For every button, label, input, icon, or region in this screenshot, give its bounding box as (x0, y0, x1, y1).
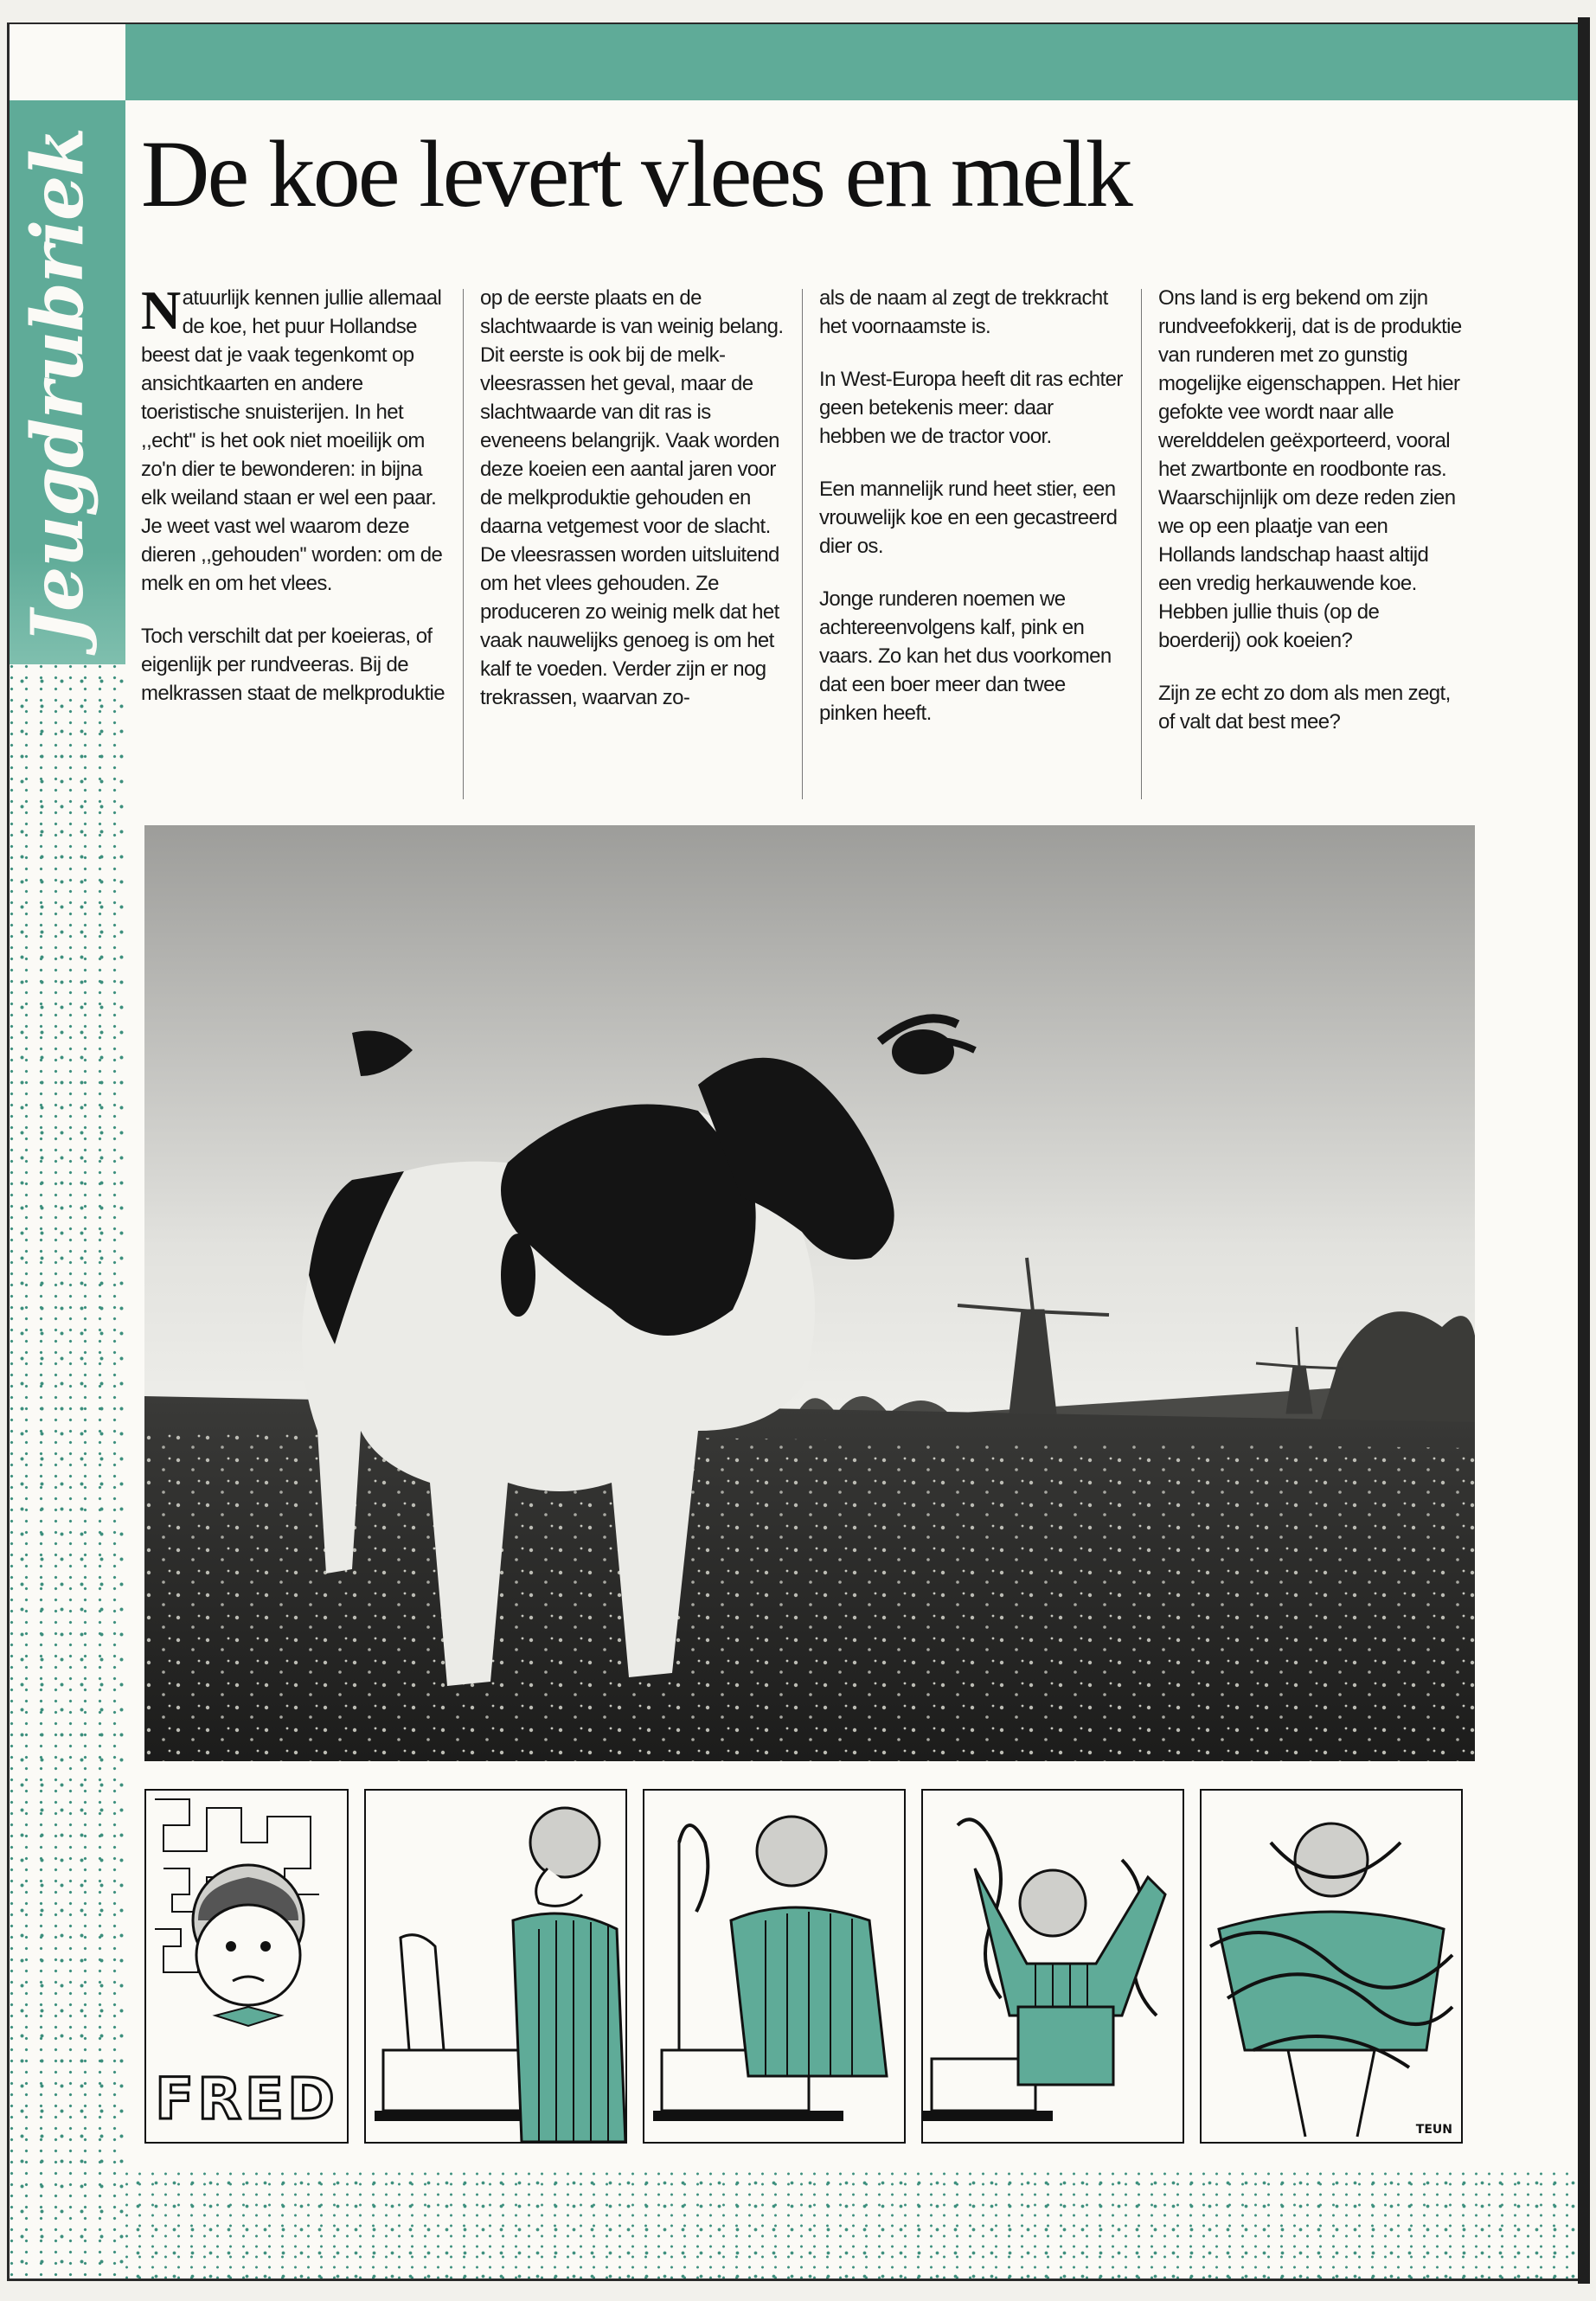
comic-panel-3 (643, 1789, 906, 2144)
column-divider (802, 289, 803, 799)
paragraph: Zijn ze echt zo dom als men zegt, of valt dat best mee? (1158, 682, 1451, 734)
article-column-3 (819, 284, 1124, 810)
headline: De koe levert vlees en melk (141, 121, 1131, 227)
article-body (141, 279, 1473, 810)
comic-strip (144, 1789, 1471, 2145)
article-column-1 (141, 279, 445, 810)
comic-panel-2 (364, 1789, 627, 2144)
comic-title-sign: FRED (155, 2066, 338, 2132)
section-label: Jeugdrubriek (16, 128, 99, 644)
stipple-margin-left (10, 664, 125, 2279)
comic-title-panel (144, 1789, 349, 2144)
page-edge-shadow (1578, 17, 1590, 2284)
magazine-page (7, 22, 1580, 2281)
artist-signature: TEUN (1415, 2123, 1452, 2137)
paragraph: Jonge runderen noemen we achtereenvolgens kalf, pink en vaars. Zo kan het dus voorkomen dat een boer meer dan twee pinken heeft. (819, 587, 1112, 725)
drop-cap: N (141, 279, 181, 341)
paragraph: Ons land is erg bekend om zijn rundveefokkerij, dat is de produktie van runderen met zo gunstig mogelijke eigenschappen. Het hier gefokte vee wordt naar alle werelddelen geëxporteerd, vooral het zwartbonte en roodbonte ras. Waarschijnlijk om deze reden zien we op een plaatje van een Hollands landschap haast altijd een vredig herkauwende koe. Hebben jullie thuis (op de boerderij) ook koeien? (1158, 286, 1462, 652)
paragraph: Toch verschilt dat per koeieras, of eigenlijk per rundveeras. Bij de melkrassen staat de melkproduktie (141, 625, 445, 705)
paragraph: Een mannelijk rund heet stier, een vrouwelijk koe en een gecastreerd dier os. (819, 478, 1118, 558)
article-column-4 (1158, 284, 1463, 810)
column-divider (1141, 289, 1142, 799)
cow-photo (144, 825, 1475, 1761)
paragraph: op de eerste plaats en de slachtwaarde is van weinig belang. Dit eerste is ook bij de melk-vleesrassen het geval, maar de slachtwaarde van dit ras is eveneens belangrijk. Vaak worden deze koeien een aantal jaren voor de melkproduktie gehouden en daarna vetgemest voor de slacht. De vleesrassen worden uitsluitend om het vlees gehouden. Ze produceren zo weinig melk dat het vaak nauwelijks genoeg is om het kalf te voeden. Verder zijn er nog trekrassen, waarvan zo- (480, 286, 784, 709)
paragraph: In West-Europa heeft dit ras echter geen betekenis meer: daar hebben we de tractor voor. (819, 368, 1123, 448)
comic-panel-5 (1200, 1789, 1463, 2144)
comic-panel-4 (921, 1789, 1184, 2144)
article-column-2 (480, 284, 785, 810)
stipple-margin-bottom (125, 2166, 1580, 2279)
top-teal-bar (125, 24, 1580, 100)
paragraph: als de naam al zegt de trekkracht het voornaamste is. (819, 286, 1108, 338)
column-divider (463, 289, 464, 799)
paragraph: Natuurlijk kennen jullie allemaal de koe, het puur Hollandse beest dat je vaak tegenkomt op ansichtkaarten en andere toeristische snuisterijen. In het ,,echt'' is het ook niet moeilijk om zo'n dier te bewonderen: in bijna elk weiland staan er wel een paar. Je weet vast wel waarom deze dieren ,,gehouden'' worden: om de melk en om het vlees. (141, 279, 443, 595)
